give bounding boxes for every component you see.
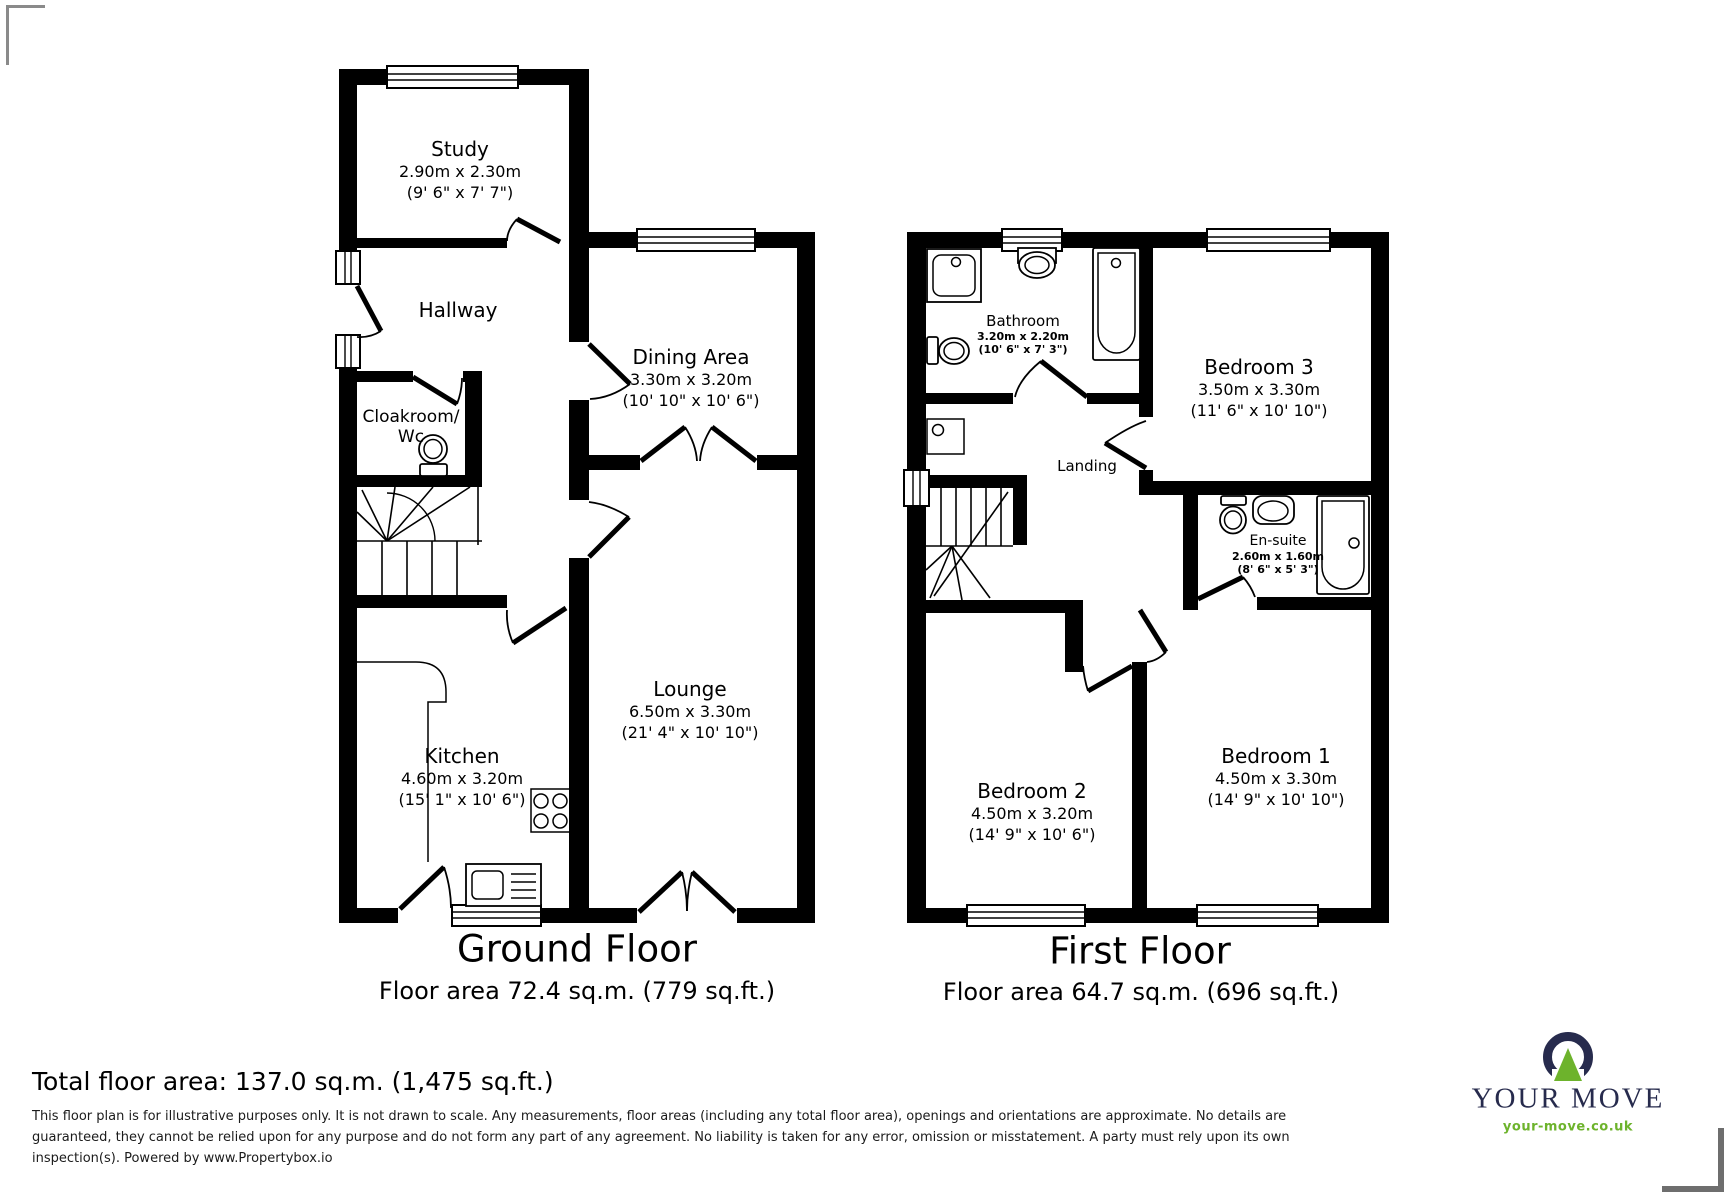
room-name: Bathroom bbox=[986, 312, 1060, 330]
room-label-bedroom1 bbox=[1207, 744, 1344, 810]
door-icon bbox=[1198, 577, 1255, 599]
room-name: Dining Area bbox=[632, 345, 750, 369]
window-icon bbox=[336, 251, 360, 284]
room-metric: 4.50m x 3.20m bbox=[970, 804, 1094, 823]
window-icon bbox=[336, 335, 360, 368]
room-imperial: (8' 6" x 5' 3") bbox=[1237, 563, 1319, 576]
bathtub-icon bbox=[1093, 248, 1140, 360]
sink-icon bbox=[1018, 248, 1056, 278]
room-name: Kitchen bbox=[424, 744, 500, 768]
room-metric: 3.50m x 3.30m bbox=[1197, 380, 1321, 399]
room-label-bedroom3 bbox=[1190, 355, 1327, 421]
room-name: Lounge bbox=[653, 677, 727, 701]
toilet-icon bbox=[927, 337, 969, 364]
window-icon bbox=[637, 229, 755, 251]
room-name: Bedroom 1 bbox=[1221, 744, 1331, 768]
room-label-study bbox=[399, 137, 521, 203]
total-floor-area: Total floor area: 137.0 sq.m. (1,475 sq.ft.) bbox=[32, 1067, 554, 1096]
room-name: Landing bbox=[1057, 457, 1117, 475]
room-name: Hallway bbox=[418, 298, 498, 322]
door-icon bbox=[400, 867, 451, 909]
your-move-logo-text: YOUR MOVE bbox=[1471, 1082, 1665, 1115]
first-floor-title: First Floor bbox=[1049, 929, 1231, 973]
room-imperial: (21' 4" x 10' 10") bbox=[621, 723, 759, 742]
room-metric: 6.50m x 3.30m bbox=[628, 702, 752, 721]
toilet-icon bbox=[1220, 496, 1246, 534]
your-move-url: your-move.co.uk bbox=[1502, 1119, 1634, 1135]
door-icon bbox=[413, 377, 462, 404]
window-icon bbox=[967, 905, 1085, 926]
room-label-cloakroom bbox=[363, 407, 460, 447]
room-name: En-suite bbox=[1249, 533, 1307, 549]
room-imperial: (9' 6" x 7' 7") bbox=[406, 183, 514, 202]
disclaimer-line: inspection(s). Powered by www.Propertybox.io bbox=[32, 1151, 333, 1166]
room-name: Bedroom 3 bbox=[1204, 355, 1314, 379]
door-icon bbox=[1140, 610, 1166, 662]
room-label-landing bbox=[1057, 457, 1117, 475]
window-icon bbox=[387, 66, 518, 88]
room-imperial: (14' 9" x 10' 6") bbox=[968, 825, 1096, 844]
french-doors-icon bbox=[639, 872, 735, 912]
room-metric: 4.50m x 3.30m bbox=[1214, 769, 1338, 788]
stairs-icon bbox=[357, 487, 482, 595]
door-icon bbox=[1015, 361, 1087, 397]
window-icon bbox=[1207, 229, 1330, 251]
room-name: Study bbox=[431, 137, 489, 161]
kitchen-sink-icon bbox=[466, 864, 541, 906]
french-doors-icon bbox=[641, 427, 756, 461]
door-icon bbox=[589, 502, 629, 557]
door-icon bbox=[1083, 666, 1132, 691]
bathtub-icon bbox=[1317, 496, 1369, 594]
room-label-lounge bbox=[621, 677, 758, 743]
ground-floor-area: Floor area 72.4 sq.m. (779 sq.ft.) bbox=[378, 977, 776, 1005]
door-icon bbox=[357, 286, 381, 337]
cooker-hob-icon bbox=[531, 789, 570, 832]
room-label-hallway bbox=[419, 298, 498, 322]
room-metric: 2.90m x 2.30m bbox=[398, 162, 522, 181]
stairs-icon bbox=[926, 488, 1013, 600]
first-floor-area: Floor area 64.7 sq.m. (696 sq.ft.) bbox=[942, 978, 1340, 1006]
window-icon bbox=[452, 905, 541, 926]
room-metric: 2.60m x 1.60m bbox=[1232, 550, 1324, 563]
door-icon bbox=[507, 219, 560, 242]
room-metric: 3.20m x 2.20m bbox=[977, 330, 1069, 343]
room-label-kitchen bbox=[399, 744, 526, 810]
window-icon bbox=[1197, 905, 1318, 926]
room-metric: 4.60m x 3.20m bbox=[400, 769, 524, 788]
room-name-line2: Wc bbox=[397, 427, 425, 447]
crop-mark-top-left bbox=[6, 5, 45, 65]
room-label-bedroom2 bbox=[969, 779, 1096, 845]
room-imperial: (15' 1" x 10' 6") bbox=[398, 790, 526, 809]
room-imperial: (10' 6" x 7' 3") bbox=[978, 343, 1068, 356]
sink-icon bbox=[1253, 496, 1294, 524]
disclaimer-text bbox=[32, 1106, 1290, 1169]
room-label-ensuite bbox=[1232, 533, 1324, 576]
disclaimer-line: guaranteed, they cannot be relied upon for any purpose and do not form any part of any agreement. No liability is taken for any error, omission or misstatement. A party must rely upon its own bbox=[32, 1130, 1290, 1145]
shower-icon bbox=[927, 249, 981, 302]
room-metric: 3.30m x 3.20m bbox=[629, 370, 753, 389]
room-imperial: (10' 10" x 10' 6") bbox=[622, 391, 760, 410]
your-move-logo-icon bbox=[1540, 1029, 1596, 1085]
room-imperial: (11' 6" x 10' 10") bbox=[1190, 401, 1328, 420]
room-name-line1: Cloakroom/ bbox=[362, 407, 460, 427]
door-icon bbox=[507, 608, 566, 643]
ground-floor-fixtures bbox=[357, 435, 570, 906]
room-label-bathroom bbox=[977, 313, 1069, 356]
crop-mark-bottom-right bbox=[1662, 1128, 1724, 1192]
room-label-dining bbox=[622, 345, 759, 411]
cupboard-icon bbox=[927, 419, 964, 454]
disclaimer-line: This floor plan is for illustrative purposes only. It is not drawn to scale. Any measurements, floor areas (including any total floor area), openings and orientations are approximate. No details are bbox=[32, 1109, 1287, 1124]
ground-floor-title: Ground Floor bbox=[457, 927, 697, 971]
room-name: Bedroom 2 bbox=[977, 779, 1087, 803]
room-imperial: (14' 9" x 10' 10") bbox=[1207, 790, 1345, 809]
window-icon bbox=[904, 470, 929, 506]
